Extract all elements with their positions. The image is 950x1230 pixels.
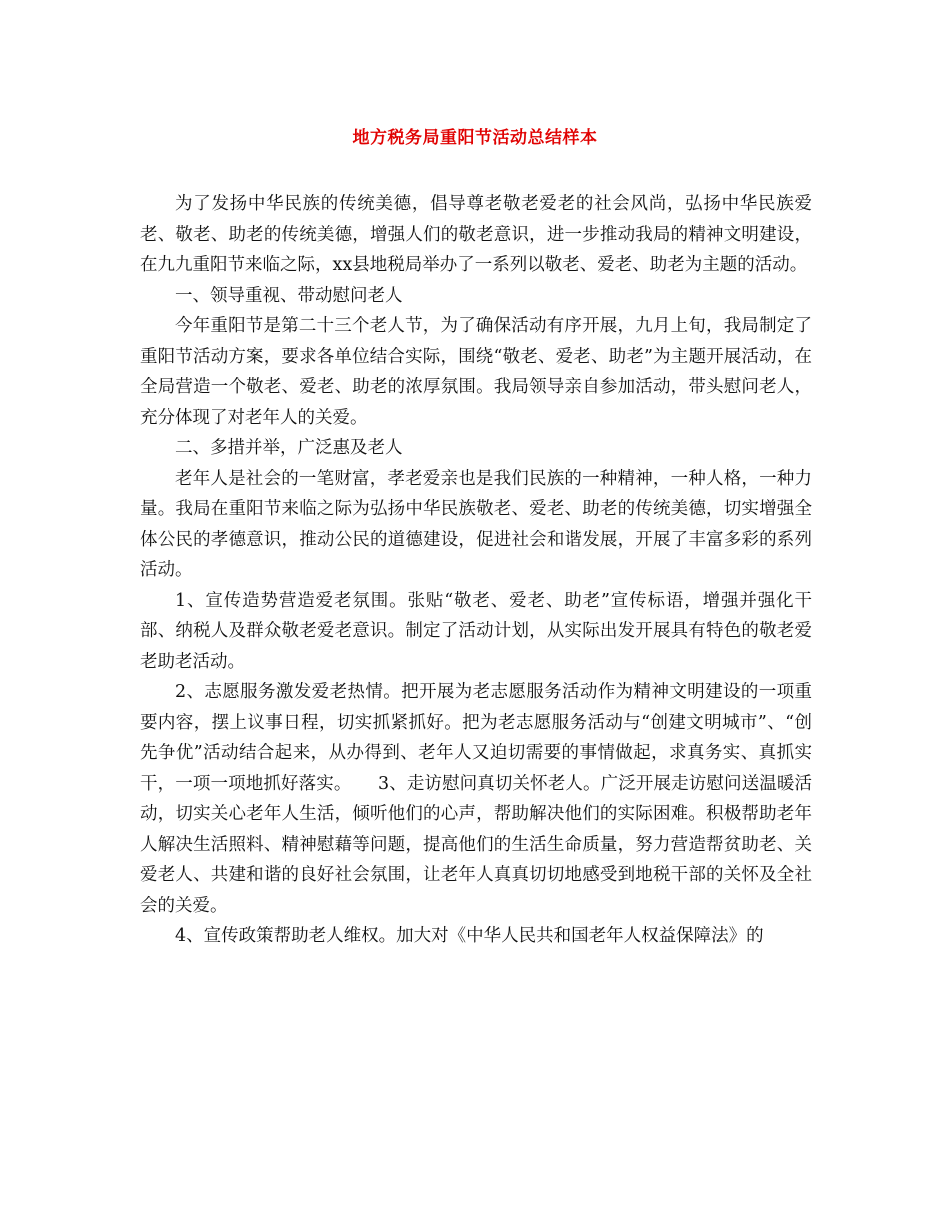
section-heading-2: 二、多措并举，广泛惠及老人 xyxy=(175,438,403,458)
section-heading-1: 一、领导重视、带动慰问老人 xyxy=(175,285,403,306)
paragraph-item-4: 4、宣传政策帮助老人维权。加大对《中华人民共和国老年人权益保障法》的 xyxy=(175,926,764,946)
paragraph-section-2: 老年人是社会的一笔财富，孝老爱亲也是我们民族的一种精神，一种人格，一种力量。我局在重阳节来临之际为弘扬中华民族敬老、爱老、助老的传统美德，切实增强全体公民的孝德意识，推动公民的道德建设，促进社会和谐发展，开展了丰富多彩的系列活动。 xyxy=(140,468,812,580)
paragraph-intro: 为了发扬中华民族的传统美德，倡导尊老敬老爱老的社会风尚，弘扬中华民族爱老、敬老、助老的传统美德，增强人们的敬老意识，进一步推动我局的精神文明建设，在九九重阳节来临之际，xx县地税局举办了一系列以敬老、爱老、助老为主题的活动。 xyxy=(140,194,812,275)
paragraph-item-2-3: 2、志愿服务激发爱老热情。把开展为老志愿服务活动作为精神文明建设的一项重要内容，摆上议事日程，切实抓紧抓好。把为老志愿服务活动与“创建文明城市”、“创先争优”活动结合起来，从办得到、老年人又迫切需要的事情做起，求真务实、真抓实干，一项一项地抓好落实。 3、走访慰问真切关怀老人。广泛开展走访慰问送温暖活动，切实关心老年人生活，倾听他们的心声，帮助解决他们的实际困难。积极帮助老年人解决生活照料、精神慰藉等问题，提高他们的生活生命质量，努力营造帮贫助老、关爱老人、共建和谐的良好社会氛围，让老年人真真切切地感受到地税干部的关怀及全社会的关爱。 xyxy=(140,682,812,916)
document-title: 地方税务局重阳节活动总结样本 xyxy=(352,128,598,148)
paragraph-item-1: 1、宣传造势营造爱老氛围。张贴“敬老、爱老、助老”宣传标语，增强并强化干部、纳税人及群众敬老爱老意识。制定了活动计划，从实际出发开展具有特色的敬老爱老助老活动。 xyxy=(140,590,812,672)
document-body xyxy=(140,189,812,952)
paragraph-section-1: 今年重阳节是第二十三个老人节，为了确保活动有序开展，九月上旬，我局制定了重阳节活动方案，要求各单位结合实际，围绕“敬老、爱老、助老”为主题开展活动，在全局营造一个敬老、爱老、助老的浓厚氛围。我局领导亲自参加活动，带头慰问老人，充分体现了对老年人的关爱。 xyxy=(140,316,812,428)
